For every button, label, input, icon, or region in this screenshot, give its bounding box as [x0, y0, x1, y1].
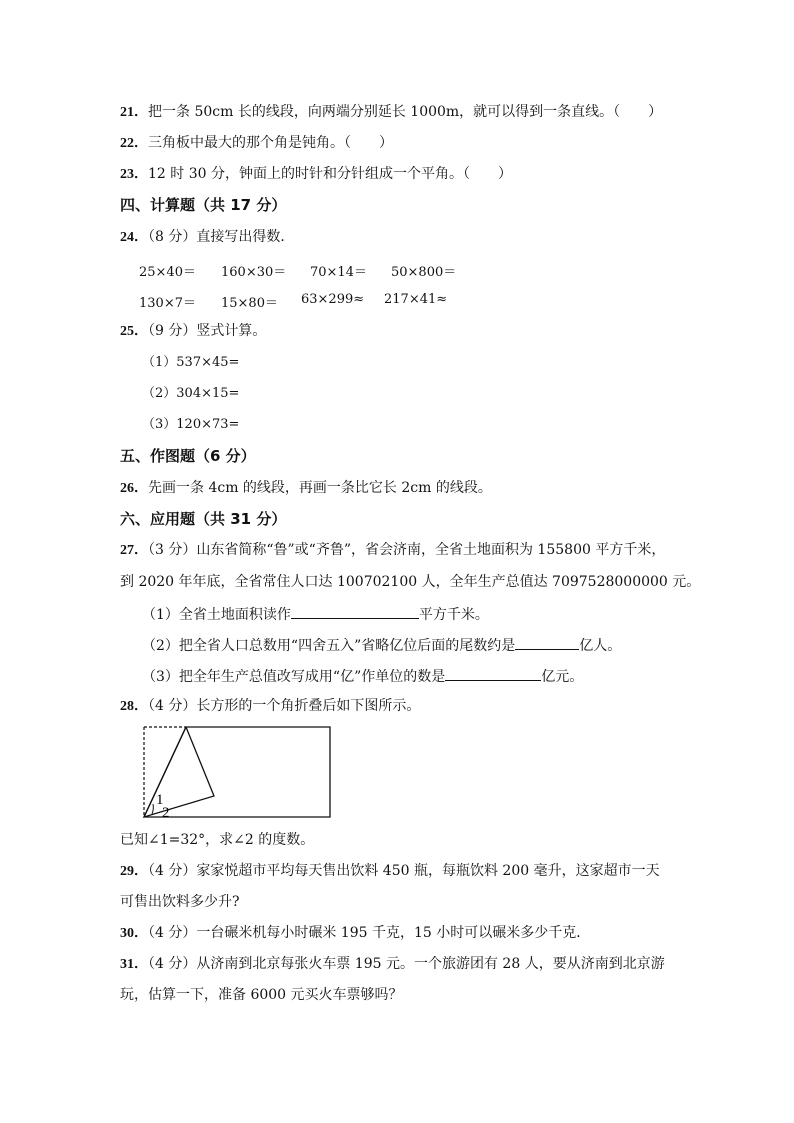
- question-text: （4 分）一台碾米机每小时碾米 195 千克，15 小时可以碾米多少千克．: [148, 925, 591, 941]
- question-30: [120, 924, 590, 943]
- question-text: （4 分）长方形的一个角折叠后如下图所示。: [148, 698, 421, 714]
- question-text-continued: 可售出饮料多少升?: [120, 894, 240, 910]
- angle-arc: [152, 804, 153, 814]
- question-24: [120, 228, 294, 247]
- calc-item: 217×41≈: [384, 292, 448, 307]
- section-heading-calculation: 四、计算题（共 17 分）: [120, 196, 287, 214]
- question-text: 先画一条 4cm 的线段，再画一条比它长 2cm 的线段。: [148, 480, 492, 496]
- calc-item: 63×299≈: [301, 292, 365, 307]
- question-number: 30．: [120, 926, 148, 941]
- question-number: 25．: [120, 324, 148, 339]
- question-text: （9 分）竖式计算。: [148, 323, 267, 339]
- angle-label-2: 2: [162, 805, 170, 821]
- question-31: [120, 955, 665, 974]
- question-text: 三角板中最大的那个角是钝角。（ ）: [148, 135, 393, 151]
- question-number: 28．: [120, 699, 148, 714]
- question-text: （8 分）直接写出得数．: [148, 229, 295, 245]
- fill-blank-1: [142, 604, 489, 624]
- prompt-text: （3）把全年生产总值改写成用“亿”作单位的数是: [142, 669, 446, 685]
- calc-subitem: （2）304×15=: [142, 386, 240, 401]
- question-28-known: 已知∠1=32°，求∠2 的度数。: [120, 832, 315, 848]
- calc-item: 70×14＝: [310, 265, 367, 280]
- question-number: 21．: [120, 105, 148, 120]
- question-number: 29．: [120, 864, 148, 879]
- question-number: 23．: [120, 167, 148, 182]
- question-number: 27．: [120, 543, 148, 558]
- question-number: 31．: [120, 957, 148, 972]
- question-27: [120, 541, 665, 560]
- question-28: [120, 697, 420, 716]
- question-29: [120, 862, 660, 881]
- question-text-continued: 玩，估算一下，准备 6000 元买火车票够吗？: [120, 987, 403, 1003]
- answer-blank[interactable]: [515, 635, 579, 650]
- calc-subitem: （3）120×73=: [142, 417, 240, 432]
- question-23: [120, 165, 512, 184]
- calc-item: 50×800＝: [391, 265, 457, 280]
- prompt-text: （2）把全省人口总数用“四舍五入”省略亿位后面的尾数约是: [142, 638, 516, 654]
- folded-rectangle-figure: [140, 724, 336, 822]
- answer-blank[interactable]: [445, 666, 541, 681]
- prompt-text: 平方千米。: [418, 607, 489, 623]
- question-text: 12 时 30 分，钟面上的时针和分针组成一个平角。（ ）: [148, 166, 512, 182]
- question-text-continued: 到 2020 年年底，全省常住人口达 100702100 人，全年生产总值达 7097528000000 元。: [120, 574, 701, 590]
- calc-item: 25×40＝: [139, 265, 196, 280]
- prompt-text: 亿元。: [541, 669, 584, 685]
- question-26: [120, 479, 492, 498]
- section-heading-application: 六、应用题（共 31 分）: [120, 510, 287, 528]
- question-22: [120, 134, 393, 153]
- angle-label-1: 1: [156, 792, 164, 808]
- question-number: 22．: [120, 136, 148, 151]
- question-21: [120, 103, 662, 122]
- question-number: 24．: [120, 230, 148, 245]
- question-text: （4 分）家家悦超市平均每天售出饮料 450 瓶，每瓶饮料 200 毫升，这家超市一天: [148, 863, 660, 879]
- question-25: [120, 322, 266, 341]
- crease-line: [144, 727, 186, 817]
- calc-item: 15×80＝: [221, 296, 278, 311]
- answer-blank[interactable]: [291, 604, 419, 619]
- prompt-text: 亿人。: [579, 638, 622, 654]
- calc-item: 130×7＝: [139, 296, 196, 311]
- calc-item: 160×30＝: [221, 265, 287, 280]
- question-text: 把一条 50cm 长的线段，向两端分别延长 1000m，就可以得到一条直线。（ ）: [148, 104, 663, 120]
- prompt-text: （1）全省土地面积读作: [142, 607, 291, 623]
- section-heading-drawing: 五、作图题（6 分）: [120, 447, 256, 465]
- question-text: （3 分）山东省简称“鲁”或“齐鲁”，省会济南，全省土地面积为 155800 平方千米，: [148, 542, 666, 558]
- question-number: 26．: [120, 481, 148, 496]
- question-text: （4 分）从济南到北京每张火车票 195 元。一个旅游团有 28 人，要从济南到北京游: [148, 956, 665, 972]
- calc-subitem: （1）537×45=: [142, 355, 240, 370]
- fill-blank-2: [142, 635, 621, 655]
- fill-blank-3: [142, 666, 583, 686]
- rectangle-outline: [144, 727, 330, 817]
